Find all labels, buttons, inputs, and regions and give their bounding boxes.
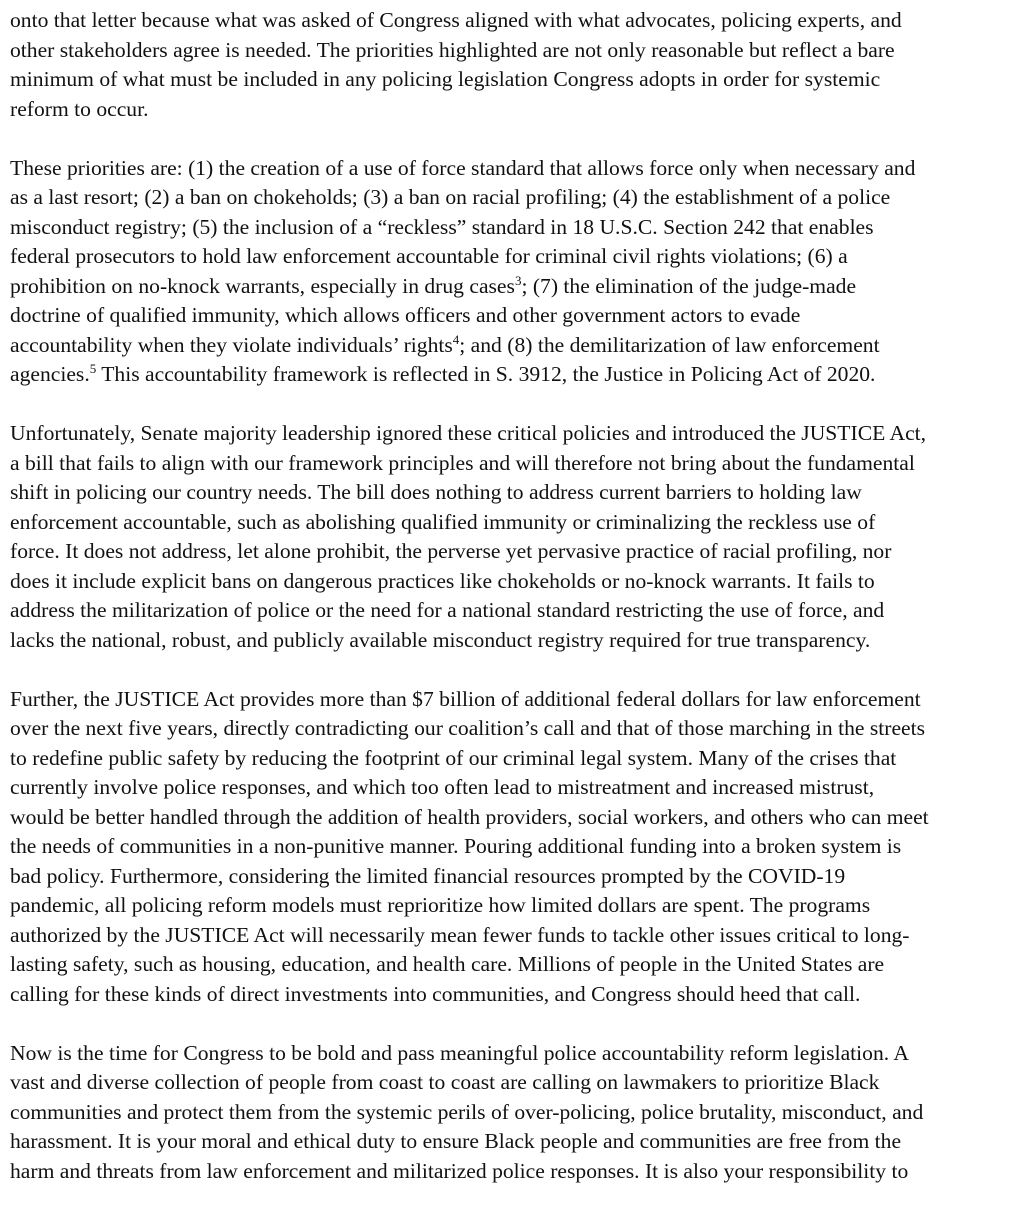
text-line: over the next five years, directly contradicting our coalition’s call and that of those marching in the streets (10, 716, 926, 740)
text-line: misconduct registry; (5) the inclusion of a “reckless” standard in 18 U.S.C. Section 242 that enables (10, 214, 874, 239)
text-line: federal prosecutors to hold law enforcement accountable for criminal civil rights violations; (6) a (10, 244, 848, 268)
paragraph-call-to-action (10, 1039, 1010, 1187)
text-line: the needs of communities in a non-punitive manner. Pouring additional funding into a broken system is (10, 834, 902, 858)
text-line: shift in policing our country needs. The bill does nothing to address current barriers to holding law (10, 480, 862, 504)
text-line: Further, the JUSTICE Act provides more than $7 billion of additional federal dollars for law enforcement (10, 686, 921, 711)
paragraph-justice-act-critique (10, 419, 1010, 655)
text-line: would be better handled through the addition of health providers, social workers, and others who can meet (10, 804, 929, 829)
text-run: prohibition on no-knock warrants, especially in drug cases (10, 273, 515, 298)
text-line: to redefine public safety by reducing the footprint of our criminal legal system. Many of the crises that (10, 745, 897, 770)
text-run: ; and (8) the demilitarization of law enforcement (459, 332, 880, 357)
footnote-marker-3: 3 (514, 272, 522, 288)
text-line: force. It does not address, let alone prohibit, the perverse yet pervasive practice of racial profiling, nor (10, 539, 892, 563)
text-line: lasting safety, such as housing, education, and health care. Millions of people in the United States are (10, 952, 885, 976)
text-line (10, 272, 1010, 302)
text-line: bad policy. Furthermore, considering the limited financial resources prompted by the COVID-19 (10, 863, 846, 888)
text-line: authorized by the JUSTICE Act will necessarily mean fewer funds to tackle other issues critical to long- (10, 922, 910, 947)
text-line (10, 360, 1010, 390)
text-line: doctrine of qualified immunity, which allows officers and other government actors to evade (10, 303, 801, 327)
text-line: Now is the time for Congress to be bold and pass meaningful police accountability reform legislation. A (10, 1040, 909, 1065)
text-line: currently involve police responses, and which too often lead to mistreatment and increased mistrust, (10, 775, 875, 799)
text-line: communities and protect them from the systemic perils of over-policing, police brutality, misconduct, and (10, 1099, 924, 1124)
text-line: Unfortunately, Senate majority leadership ignored these critical policies and introduced the JUSTICE Act, (10, 421, 927, 445)
text-line (10, 331, 1010, 361)
text-line: address the militarization of police or the need for a national standard restricting the use of force, and (10, 598, 885, 622)
text-line: vast and diverse collection of people from coast to coast are calling on lawmakers to prioritize Black (10, 1070, 880, 1094)
text-run: accountability when they violate individuals’ rights (10, 332, 453, 357)
text-line: calling for these kinds of direct investments into communities, and Congress should heed that call. (10, 981, 861, 1006)
text-line: harassment. It is your moral and ethical duty to ensure Black people and communities are free from the (10, 1129, 902, 1153)
text-line: harm and threats from law enforcement and militarized police responses. It is also your responsibility to (10, 1158, 909, 1183)
text-line: enforcement accountable, such as abolishing qualified immunity or criminalizing the reckless use of (10, 509, 876, 534)
paragraph-priorities (10, 154, 1010, 390)
text-run: agencies. (10, 362, 90, 386)
text-line: minimum of what must be included in any policing legislation Congress adopts in order for systemic (10, 67, 881, 91)
text-line: pandemic, all policing reform models must reprioritize how limited dollars are spent. The programs (10, 893, 871, 917)
text-line: as a last resort; (2) a ban on chokeholds; (3) a ban on racial profiling; (4) the establishment of a police (10, 185, 891, 209)
text-line: reform to occur. (10, 96, 149, 121)
text-line: a bill that fails to align with our framework principles and will therefore not bring about the fundamental (10, 450, 915, 475)
text-line: other stakeholders agree is needed. The priorities highlighted are not only reasonable but reflect a bare (10, 37, 895, 62)
letter-body (10, 6, 1010, 1216)
text-line: lacks the national, robust, and publicly available misconduct registry required for true transparency. (10, 627, 871, 652)
footnote-marker-5: 5 (89, 360, 97, 376)
text-line: does it include explicit bans on dangerous practices like chokeholds or no-knock warrants. It fails to (10, 568, 875, 593)
text-line: These priorities are: (1) the creation of a use of force standard that allows force only when necessary and (10, 155, 916, 180)
paragraph-letter-context (10, 6, 1010, 124)
text-run: ; (7) the elimination of the judge-made (521, 273, 857, 298)
text-line: onto that letter because what was asked of Congress aligned with what advocates, policing experts, and (10, 8, 902, 32)
paragraph-funding (10, 685, 1010, 1010)
text-run: This accountability framework is reflected in S. 3912, the Justice in Policing Act of 2020. (96, 362, 876, 386)
footnote-marker-4: 4 (452, 331, 460, 347)
